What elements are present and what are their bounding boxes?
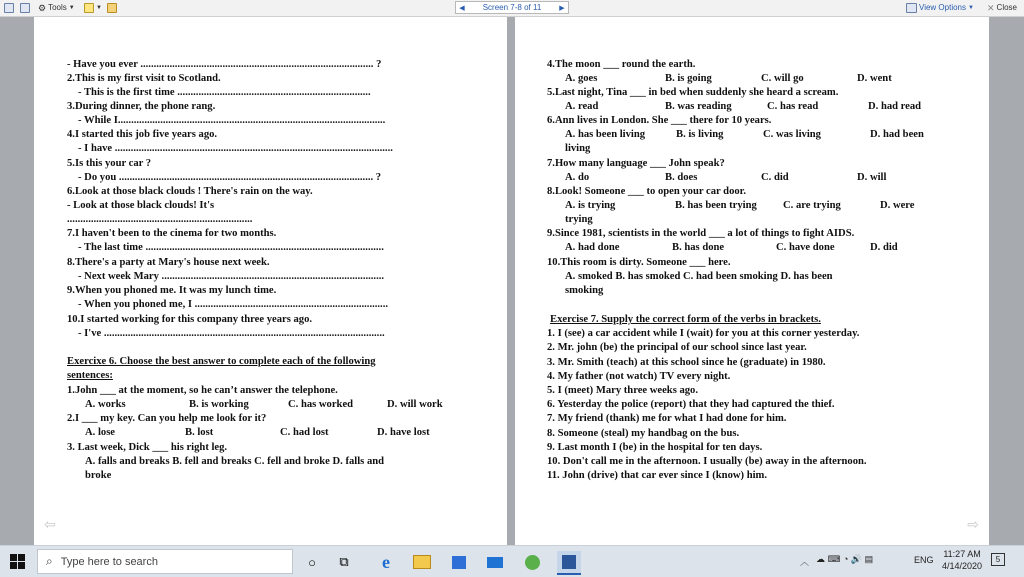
screen-indicator: Screen 7-8 of 11: [482, 3, 542, 12]
question-5: 5.Last night, Tina ___ in bed when suddenly she heard a scream.: [547, 87, 839, 98]
exercise-line: 10.I started working for this company three years ago.: [67, 314, 313, 325]
action-center-button[interactable]: [991, 553, 1005, 566]
q5-option-d: D. had read: [868, 101, 922, 112]
question-4: 4.The moon ___ round the earth.: [547, 59, 696, 70]
exercise-7-item: 9. Last month I (be) in the hospital for ten days.: [547, 442, 763, 453]
exercise-line: ......................................................................: [67, 214, 253, 225]
q9-option-c: C. have done: [776, 242, 835, 253]
q2-option-d: D. have lost: [377, 427, 430, 438]
folder-icon: [107, 3, 117, 13]
save-icon: [4, 3, 14, 13]
clock-date: 4/14/2020: [942, 561, 983, 571]
screen-navigator: [455, 1, 569, 14]
q1-option-a: A. works: [85, 399, 126, 410]
windows-taskbar: [0, 545, 1024, 577]
exercise-line: 4.I started this job five years ago.: [67, 129, 218, 140]
highlighter-icon: [84, 3, 94, 13]
question-2: 2.I ___ my key. Can you help me look for it?: [67, 413, 267, 424]
right-page: [515, 17, 989, 545]
exercise-line: 9.When you phoned me. It was my lunch time.: [67, 285, 277, 296]
next-page-arrow-icon[interactable]: ⇨: [967, 517, 979, 533]
exercise-line: - I've ..........................................................................................................: [78, 328, 385, 339]
q8-option-d: D. were: [880, 200, 915, 211]
exercise-6-title-cont: sentences:: [67, 370, 113, 381]
exercise-line: 5.Is this your car ?: [67, 158, 152, 169]
exercise-line: - Have you ever ........................................................................................ ?: [67, 59, 382, 70]
q2-option-c: C. had lost: [280, 427, 329, 438]
question-9: 9.Since 1981, scientists in the world ___ a lot of things to fight AIDS.: [547, 228, 855, 239]
exercise-7-item: 4. My father (not watch) TV every night.: [547, 371, 731, 382]
chevron-down-icon: ▼: [968, 5, 974, 11]
q9-option-b: B. has done: [672, 242, 725, 253]
notification-icon: 5: [991, 553, 1005, 566]
view-options-label: View Options: [919, 3, 966, 12]
tray-icons: ☁ ⌨ ◔ 🔊 ▤: [816, 554, 874, 564]
show-hidden-icons-icon[interactable]: ︿: [800, 557, 810, 567]
highlight-menu[interactable]: [84, 2, 117, 14]
exercise-line: - When you phoned me, I .........................................................................: [78, 299, 388, 310]
exercise-line: 7.I haven't been to the cinema for two months.: [67, 228, 277, 239]
exercise-7-item: 2. Mr. john (be) the principal of our school since last year.: [547, 342, 807, 353]
q6-option-b: B. is living: [676, 129, 724, 140]
exercise-7-item: 1. I (see) a car accident while I (wait) for you at this corner yesterday.: [547, 328, 860, 339]
exercise-7-title: Exercise 7. Supply the correct form of the verbs in brackets.: [550, 314, 821, 325]
viewer-toolbar: [0, 0, 1024, 17]
chevron-down-icon: ▼: [96, 5, 102, 11]
close-label: Close: [996, 3, 1017, 12]
left-page: [34, 17, 507, 545]
exercise-line: - The last time ..........................................................................................: [78, 242, 384, 253]
question-6: 6.Ann lives in London. She ___ there for 10 years.: [547, 115, 772, 126]
question-10: 10.This room is dirty. Someone ___ here.: [547, 257, 731, 268]
exercise-line: 3.During dinner, the phone rang.: [67, 101, 216, 112]
clock[interactable]: [942, 549, 982, 571]
q2-option-a: A. lose: [85, 427, 116, 438]
clock-time: 11:27 AM: [943, 549, 981, 559]
task-view-icon[interactable]: ⧉: [339, 554, 349, 569]
save-button[interactable]: [4, 2, 14, 14]
view-options-icon: [906, 3, 917, 13]
q1-option-b: B. is working: [189, 399, 249, 410]
exercise-line: 2.This is my first visit to Scotland.: [67, 73, 221, 84]
exercise-7-item: 7. My friend (thank) me for what I had done for him.: [547, 413, 787, 424]
q6-option-wrap: living: [565, 143, 591, 154]
exercise-line: - Look at those black clouds! It's: [67, 200, 215, 211]
search-placeholder: Type here to search: [60, 555, 158, 568]
q6-option-d: D. had been: [870, 129, 924, 140]
q10-options-wrap: smoking: [565, 285, 604, 296]
exercise-line: 8.There's a party at Mary's house next week.: [67, 257, 270, 268]
chevron-down-icon: ▼: [68, 5, 75, 11]
q3-options-wrap: broke: [85, 470, 112, 481]
file-explorer-icon[interactable]: [412, 552, 432, 572]
q4-option-b: B. is going: [665, 73, 712, 84]
close-icon: ✕: [987, 3, 995, 13]
q8-option-wrap: trying: [565, 214, 593, 225]
next-screen-button[interactable]: ▶: [559, 4, 565, 12]
q6-option-a: A. has been living: [565, 129, 646, 140]
exercise-7-item: 11. John (drive) that car ever since I (know) him.: [547, 470, 768, 481]
gear-icon: ⚙: [38, 3, 47, 13]
question-7: 7.How many language ___ John speak?: [547, 158, 725, 169]
q8-option-c: C. are trying: [783, 200, 841, 211]
mail-icon[interactable]: [485, 552, 505, 572]
start-button[interactable]: [10, 554, 25, 569]
exercise-line: - Do you ................................................................................................ ?: [78, 172, 382, 183]
question-8: 8.Look! Someone ___ to open your car door.: [547, 186, 747, 197]
q2-option-b: B. lost: [185, 427, 214, 438]
search-icon: ⌕: [46, 554, 53, 568]
q10-options: A. smoked B. has smoked C. had been smoking D. has been: [565, 271, 833, 282]
previous-page-arrow-icon[interactable]: ⇦: [44, 517, 56, 533]
print-button[interactable]: [20, 2, 30, 14]
q6-option-c: C. was living: [763, 129, 821, 140]
q3-options: A. falls and breaks B. fell and breaks C. fell and broke D. falls and: [85, 456, 385, 467]
q8-option-b: B. has been trying: [675, 200, 757, 211]
exercise-6-title: Exercixe 6. Choose the best answer to complete each of the following: [67, 356, 376, 367]
exercise-line: - Next week Mary ....................................................................................: [78, 271, 385, 282]
q5-option-a: A. read: [565, 101, 599, 112]
q7-option-c: C. did: [761, 172, 789, 183]
exercise-7-item: 3. Mr. Smith (teach) at this school since he (graduate) in 1980.: [547, 357, 826, 368]
exercise-line: - While I.....................................................................................................: [78, 115, 386, 126]
q1-option-c: C. has worked: [288, 399, 354, 410]
q4-option-c: C. will go: [761, 73, 804, 84]
tools-menu[interactable]: [38, 2, 75, 14]
exercise-7-item: 6. Yesterday the police (report) that they had captured the thief.: [547, 399, 835, 410]
q7-option-a: A. do: [565, 172, 590, 183]
q9-option-d: D. did: [870, 242, 898, 253]
language-indicator[interactable]: ENG: [914, 555, 934, 565]
question-1: 1.John ___ at the moment, so he can’t answer the telephone.: [67, 385, 338, 396]
tools-label: Tools: [48, 3, 67, 12]
store-icon[interactable]: [449, 552, 469, 572]
q7-option-b: B. does: [665, 172, 698, 183]
edge-browser-icon[interactable]: e: [382, 551, 390, 572]
close-button[interactable]: [987, 2, 1017, 14]
reading-view: [0, 17, 1024, 545]
exercise-7-item: 8. Someone (steal) my handbag on the bus.: [547, 428, 740, 439]
view-options-button[interactable]: [906, 2, 974, 14]
app-icon[interactable]: [522, 552, 542, 572]
taskbar-search-box[interactable]: [37, 549, 293, 574]
previous-screen-button[interactable]: ◀: [459, 4, 465, 12]
q5-option-b: B. was reading: [665, 101, 732, 112]
q4-option-d: D. went: [857, 73, 892, 84]
q8-option-a: A. is trying: [565, 200, 616, 211]
print-icon: [20, 3, 30, 13]
q7-option-d: D. will: [857, 172, 887, 183]
q1-option-d: D. will work: [387, 399, 443, 410]
cortana-icon[interactable]: ○: [308, 554, 316, 570]
question-3: 3. Last week, Dick ___ his right leg.: [67, 442, 228, 453]
exercise-line: - This is the first time .........................................................................: [78, 87, 371, 98]
q4-option-a: A. goes: [565, 73, 598, 84]
q5-option-c: C. has read: [767, 101, 819, 112]
exercise-line: - I have .........................................................................................................: [78, 143, 393, 154]
exercise-7-item: 10. Don't call me in the afternoon. I usually (be) away in the afternoon.: [547, 456, 867, 467]
exercise-7-item: 5. I (meet) Mary three weeks ago.: [547, 385, 699, 396]
active-document-app-icon[interactable]: [557, 551, 581, 575]
exercise-line: 6.Look at those black clouds ! There's rain on the way.: [67, 186, 313, 197]
q9-option-a: A. had done: [565, 242, 620, 253]
